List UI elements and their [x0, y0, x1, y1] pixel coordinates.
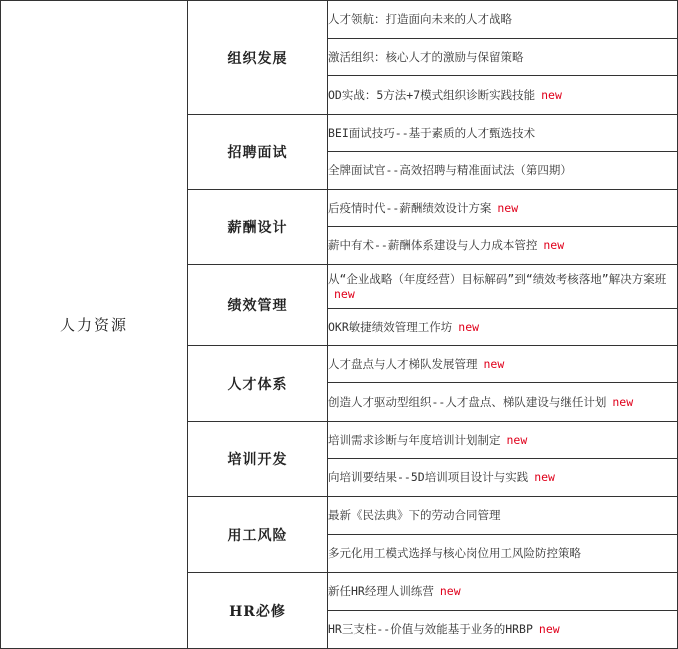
category-cell: 培训开发: [188, 422, 328, 497]
course-title: 从“企业战略（年度经营）目标解码”到“绩效考核落地”解决方案班: [328, 271, 667, 286]
course-title: OD实战：5方法+7模式组织诊断实践技能: [328, 87, 536, 102]
course-title: 创造人才驱动型组织--人才盘点、梯队建设与继任计划: [328, 394, 607, 409]
course-title: HR三支柱--价值与效能基于业务的HRBP: [328, 622, 533, 636]
course-title: 新任HR经理人训练营: [328, 584, 434, 598]
new-badge: new: [541, 87, 562, 102]
course-cell: [328, 190, 678, 227]
course-cell: [328, 39, 678, 76]
course-cell: [328, 459, 678, 497]
course-title: 薪中有术--薪酬体系建设与人力成本管控: [328, 238, 538, 252]
new-badge: new: [543, 238, 565, 252]
course-cell: [328, 422, 678, 459]
course-cell: [328, 497, 678, 535]
course-cell: [328, 76, 678, 115]
category-cell: 用工风险: [188, 497, 328, 573]
course-title: 人才领航：打造面向未来的人才战略: [328, 12, 512, 26]
course-cell: [328, 611, 678, 649]
course-cell: [328, 227, 678, 265]
category-cell: 组织发展: [188, 1, 328, 115]
course-title: 培训需求诊断与年度培训计划制定: [328, 432, 501, 447]
course-cell: [328, 115, 678, 152]
new-badge: new: [506, 432, 528, 447]
new-badge: new: [538, 622, 560, 636]
course-title: BEI面试技巧--基于素质的人才甄选技术: [328, 125, 536, 140]
category-cell: 人才体系: [188, 346, 328, 422]
course-title: 向培训要结果--5D培训项目设计与实践: [328, 470, 529, 484]
new-badge: new: [439, 584, 461, 598]
course-title: 多元化用工模式选择与核心岗位用工风险防控策略: [328, 546, 581, 560]
new-badge: new: [334, 286, 355, 301]
category-cell: 薪酬设计: [188, 190, 328, 265]
course-title: 后疫情时代--薪酬绩效设计方案: [328, 200, 492, 215]
course-cell: [328, 309, 678, 346]
new-badge: new: [534, 470, 555, 484]
category-cell: 绩效管理: [188, 265, 328, 346]
course-cell: [328, 383, 678, 422]
new-badge: new: [612, 394, 634, 409]
domain-cell: 人力资源: [1, 1, 188, 649]
course-title: OKR敏捷绩效管理工作坊: [328, 319, 453, 334]
course-cell: [328, 265, 678, 309]
new-badge: new: [458, 319, 480, 334]
course-cell: [328, 152, 678, 190]
new-badge: new: [483, 356, 505, 371]
course-cell: [328, 535, 678, 573]
table-row: [1, 1, 678, 39]
course-cell: [328, 1, 678, 39]
category-cell: 招聘面试: [188, 115, 328, 190]
category-cell: HR必修: [188, 573, 328, 649]
course-title: 激活组织：核心人才的激励与保留策略: [328, 49, 524, 64]
table-body: [1, 1, 678, 649]
new-badge: new: [497, 200, 519, 215]
course-cell: [328, 346, 678, 383]
course-title: 最新《民法典》下的劳动合同管理: [328, 508, 501, 522]
course-cell: [328, 573, 678, 611]
course-title: 人才盘点与人才梯队发展管理: [328, 356, 478, 371]
course-title: 全牌面试官--高效招聘与精准面试法（第四期）: [328, 163, 572, 177]
